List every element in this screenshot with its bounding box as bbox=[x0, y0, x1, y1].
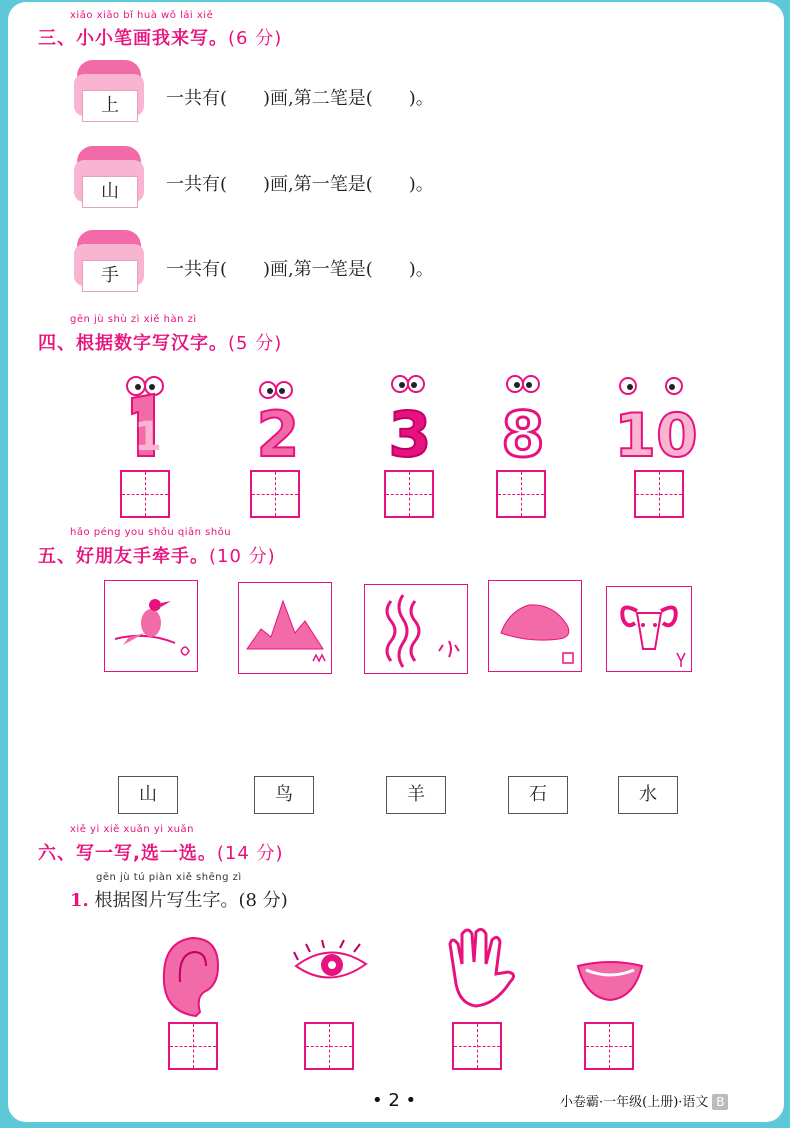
number-ten-figure bbox=[608, 372, 704, 462]
char-card-2 bbox=[74, 146, 144, 212]
footer-brand bbox=[560, 1091, 728, 1110]
section3-title bbox=[38, 24, 282, 50]
number-one-figure bbox=[108, 372, 188, 462]
section3-title-text: 三、小小笔画我来写。 bbox=[38, 28, 228, 49]
eye-icon bbox=[290, 938, 372, 992]
section3-score: (6 分) bbox=[228, 28, 283, 49]
section4-pinyin: gēn jù shù zì xiě hàn zì bbox=[70, 314, 197, 325]
writing-grid-3[interactable] bbox=[384, 470, 434, 518]
writing-grid-hand[interactable] bbox=[452, 1022, 502, 1070]
writing-grid-4[interactable] bbox=[496, 470, 546, 518]
word-box-5[interactable]: 水 bbox=[618, 776, 678, 814]
mouth-icon bbox=[574, 954, 646, 1004]
page-number: • 2 • bbox=[372, 1090, 417, 1111]
char-card-1 bbox=[74, 60, 144, 126]
picture-mountain[interactable] bbox=[238, 582, 332, 674]
section4-title-text: 四、根据数字写汉字。 bbox=[38, 333, 228, 354]
section5-score: (10 分) bbox=[209, 546, 276, 567]
number-two-figure bbox=[238, 372, 318, 462]
char-label-2: 山 bbox=[82, 176, 138, 208]
char-card-3 bbox=[74, 230, 144, 296]
word-box-3[interactable]: 羊 bbox=[386, 776, 446, 814]
char-label-1: 上 bbox=[82, 90, 138, 122]
word-box-2[interactable]: 鸟 bbox=[254, 776, 314, 814]
picture-stone[interactable] bbox=[488, 580, 582, 672]
section6-title bbox=[38, 839, 284, 865]
sub1-score: (8 分) bbox=[238, 890, 288, 911]
sub1-text: 根据图片写生字。 bbox=[94, 890, 239, 911]
question-text-3: 一共有( )画,第一笔是( )。 bbox=[166, 259, 434, 280]
char-label-3: 手 bbox=[82, 260, 138, 292]
edition-badge: B bbox=[712, 1094, 728, 1110]
writing-grid-ear[interactable] bbox=[168, 1022, 218, 1070]
number-three-label: 3 bbox=[388, 398, 432, 462]
section6-title-text: 六、写一写,选一选。 bbox=[38, 843, 217, 864]
section6-pinyin: xiě yi xiě xuǎn yi xuǎn bbox=[70, 824, 194, 835]
hand-icon bbox=[440, 924, 522, 1014]
number-two-label: 2 bbox=[256, 398, 300, 462]
question-text-2: 一共有( )画,第一笔是( )。 bbox=[166, 174, 434, 195]
number-ten-label: 10 bbox=[614, 401, 698, 462]
section6-score: (14 分) bbox=[216, 843, 284, 864]
worksheet-page bbox=[8, 2, 784, 1122]
mountain-icon bbox=[239, 583, 331, 673]
picture-bird[interactable] bbox=[104, 580, 198, 672]
number-eight-label: 8 bbox=[501, 398, 545, 462]
section5-title bbox=[38, 542, 276, 568]
writing-grid-eye[interactable] bbox=[304, 1022, 354, 1070]
ear-icon bbox=[156, 932, 224, 1020]
number-one-label: 1 bbox=[134, 414, 162, 460]
section4-score: (5 分) bbox=[228, 333, 283, 354]
writing-grid-mouth[interactable] bbox=[584, 1022, 634, 1070]
writing-grid-1[interactable] bbox=[120, 470, 170, 518]
bird-icon bbox=[105, 581, 197, 671]
number-eight-figure bbox=[483, 372, 563, 462]
writing-grid-2[interactable] bbox=[250, 470, 300, 518]
picture-water[interactable] bbox=[364, 584, 468, 674]
brand-text: 小卷霸·一年级(上册)·语文 bbox=[560, 1095, 709, 1110]
sub1-question bbox=[70, 886, 288, 912]
section3-pinyin: xiǎo xiǎo bǐ huà wǒ lái xiě bbox=[70, 10, 214, 21]
water-icon bbox=[365, 585, 467, 673]
word-box-1[interactable]: 山 bbox=[118, 776, 178, 814]
question-text-1: 一共有( )画,第二笔是( )。 bbox=[166, 88, 434, 109]
stone-icon bbox=[489, 581, 581, 671]
sub1-number: 1. bbox=[70, 890, 89, 911]
writing-grid-5[interactable] bbox=[634, 470, 684, 518]
number-three-figure bbox=[368, 372, 448, 462]
sub1-pinyin: gēn jù tú piàn xiě shēng zì bbox=[96, 872, 242, 883]
section5-title-text: 五、好朋友手牵手。 bbox=[38, 546, 209, 567]
picture-sheep[interactable] bbox=[606, 586, 692, 672]
section4-title bbox=[38, 329, 282, 355]
word-box-4[interactable]: 石 bbox=[508, 776, 568, 814]
section5-pinyin: hǎo péng you shǒu qiān shǒu bbox=[70, 527, 232, 538]
sheep-icon bbox=[607, 587, 691, 671]
